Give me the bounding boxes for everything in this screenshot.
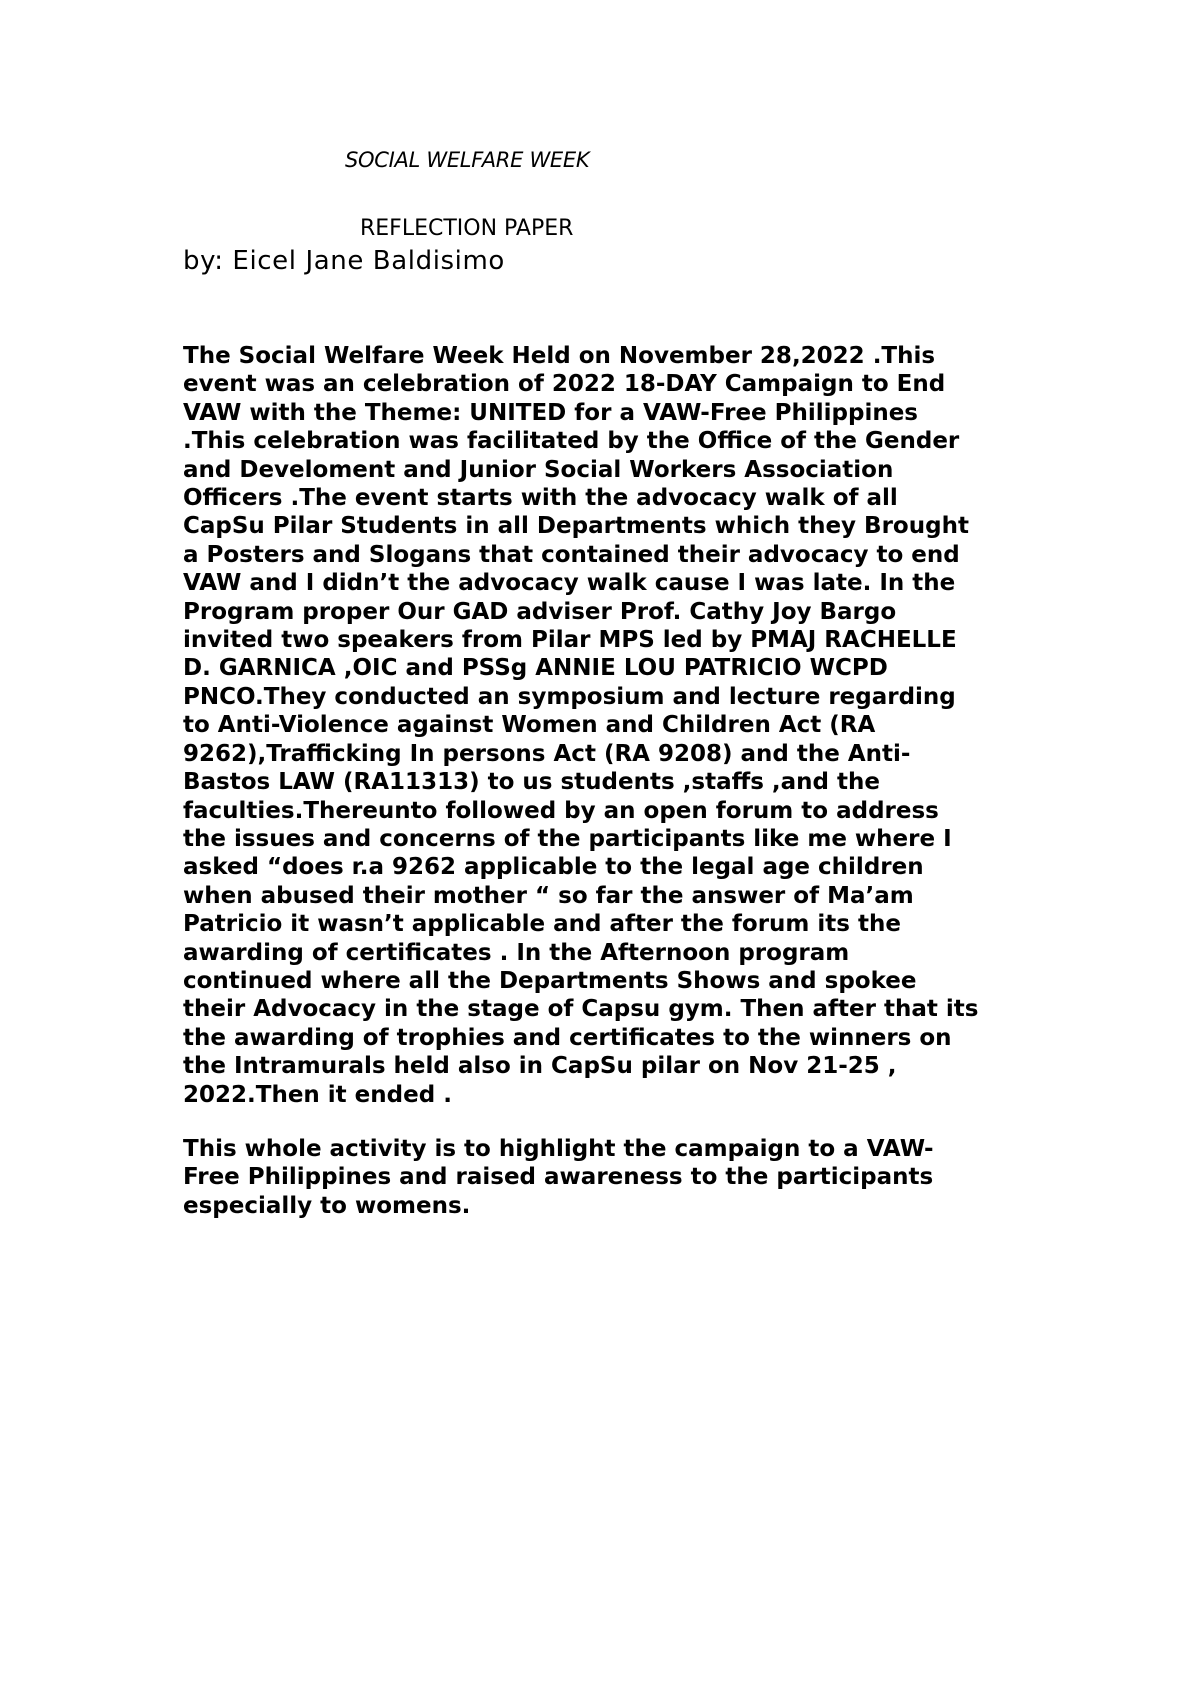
body-paragraph-2 [183, 1135, 1083, 1220]
paragraph-line: 2022.Then it ended . [183, 1081, 452, 1108]
paragraph-line: the Intramurals held also in CapSu pilar on Nov 21-25 , [183, 1053, 897, 1080]
paragraph-line: invited two speakers from Pilar MPS led by PMAJ RACHELLE [183, 627, 957, 654]
paragraph-line: The Social Welfare Week Held on November 28,2022 .This [183, 343, 936, 369]
paragraph-line: This whole activity is to highlight the campaign to a VAW- [183, 1136, 934, 1162]
paragraph-line: .This celebration was facilitated by the Office of the Gender [183, 428, 960, 455]
paragraph-line: awarding of certificates . In the Afternoon program [183, 939, 850, 966]
paragraph-line: and Develoment and Junior Social Workers Association [183, 456, 894, 483]
document-title: SOCIAL WELFARE WEEK [345, 148, 590, 172]
paragraph-line: the issues and concerns of the participants like me where I [183, 825, 952, 852]
paragraph-line: CapSu Pilar Students in all Departments which they Brought [183, 513, 969, 540]
paragraph-line: Free Philippines and raised awareness to the participants [183, 1164, 934, 1191]
paragraph-line: asked “does r.a 9262 applicable to the legal age children [183, 854, 924, 881]
paragraph-line: especially to womens. [183, 1192, 471, 1219]
paragraph-line: Program proper Our GAD adviser Prof. Cathy Joy Bargo [183, 598, 897, 625]
paragraph-line: 9262),Trafficking In persons Act (RA 9208) and the Anti- [183, 740, 911, 767]
document-subtitle: REFLECTION PAPER [360, 216, 574, 241]
paragraph-line: continued where all the Departments Shows and spokee [183, 967, 917, 994]
document-author: by: Eicel Jane Baldisimo [183, 246, 505, 276]
paragraph-line: the awarding of trophies and certificates to the winners on [183, 1024, 952, 1051]
paragraph-line: PNCO.They conducted an symposium and lecture regarding [183, 683, 956, 710]
paragraph-line: a Posters and Slogans that contained their advocacy to end [183, 541, 960, 568]
paragraph-line: faculties.Thereunto followed by an open forum to address [183, 797, 939, 824]
paragraph-line: D. GARNICA ,OIC and PSSg ANNIE LOU PATRICIO WCPD [183, 655, 888, 682]
paragraph-line: when abused their mother “ so far the answer of Ma’am [183, 882, 914, 909]
paragraph-line: Officers .The event starts with the advocacy walk of all [183, 485, 898, 512]
paragraph-line: event was an celebration of 2022 18-DAY Campaign to End [183, 371, 946, 398]
paragraph-line: to Anti-Violence against Women and Children Act (RA [183, 712, 876, 739]
paragraph-line: Bastos LAW (RA11313) to us students ,staffs ,and the [183, 769, 880, 796]
paragraph-line: VAW and I didn’t the advocacy walk cause I was late. In the [183, 570, 956, 597]
body-paragraph-1 [183, 342, 1083, 1109]
paragraph-line: their Advocacy in the stage of Capsu gym. Then after that its [183, 996, 979, 1023]
paragraph-line: Patricio it wasn’t applicable and after the forum its the [183, 911, 901, 938]
paragraph-line: VAW with the Theme: UNITED for a VAW-Free Philippines [183, 399, 919, 426]
